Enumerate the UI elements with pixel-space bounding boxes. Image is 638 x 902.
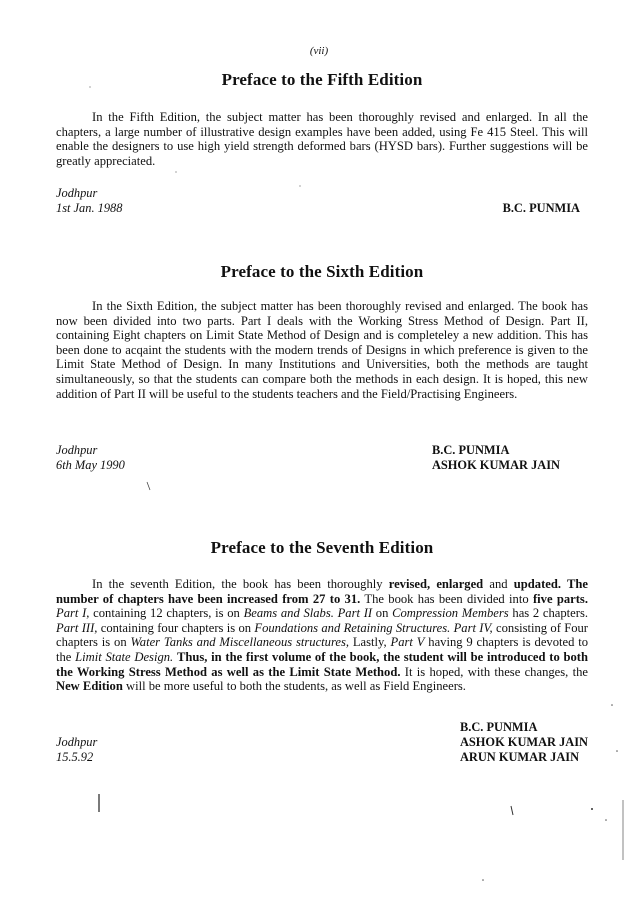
preface-fifth-body: In the Fifth Edition, the subject matter has been thoroughly revised and enlarged. In all the chapters, a large number of illustrative design examples have been added, using Fe 415 Steel. This will enable the designers to use high yield strength deformed bars (HYSD bars). Further suggestions will be greatly appreciated. <box>56 110 588 168</box>
preface-seventh-title: Preface to the Seventh Edition <box>210 538 434 557</box>
signature-place-date <box>56 443 125 473</box>
signature-date: 15.5.92 <box>56 750 94 764</box>
signature-place-date <box>56 735 97 765</box>
preface-fifth-edition <box>56 70 588 168</box>
author-name: B.C. PUNMIA <box>431 443 510 457</box>
preface-seventh-edition <box>56 538 588 694</box>
page-number: (vii) <box>309 45 329 57</box>
signature-sixth-edition <box>56 443 588 475</box>
author-name: B.C. PUNMIA <box>502 201 580 215</box>
preface-sixth-body: In the Sixth Edition, the subject matter has been thoroughly revised and enlarged. The book has now been divided into two parts. Part I deals with the Working Stress Method of Design. Part II, containing Eight chapters on Limit State Method of Design and is completeley a new addition. This has been done to acqaint the students with the modern trends of Designs in which preference is given to the Limit State Method of Design. In many Institutions and Universities, both the methods are taught simultaneously, so that the students can compare both the methods in each design. It is hoped, this new addition of Part II will be useful to the students teachers and the Field/Practising Engineers. <box>56 299 588 401</box>
signature-authors <box>460 720 588 765</box>
author-name: ARUN KUMAR JAIN <box>459 750 580 764</box>
signature-place-date <box>56 186 122 216</box>
author-name: ASHOK KUMAR JAIN <box>431 458 560 472</box>
signature-place: Jodhpur <box>56 186 98 200</box>
signature-place: Jodhpur <box>56 443 98 457</box>
author-name: ASHOK KUMAR JAIN <box>459 735 588 749</box>
preface-sixth-edition <box>56 262 588 401</box>
signature-fifth-edition <box>56 186 588 218</box>
preface-seventh-body: In the seventh Edition, the book has been thoroughly revised, enlarged and updated. The number of chapters have been increased from 27 to 31. The book has been divided into five parts. Part I, containing 12 chapters, is on Beams and Slabs. Part II on Compression Members has 2 chapters. Part III, containing four chapters is on Foundations and Retaining Structures. Part IV, consisting of Four chapters is on Water Tanks and Miscellaneous structures, Lastly, Part V having 9 chapters is devoted to the Limit State Design. Thus, in the first volume of the book, the student will be introduced to both the Working Stress Method as well as the Limit State Method. It is hoped, with these changes, the New Edition will be more useful to both the students, as well as Field Engineers. <box>56 577 589 694</box>
signature-authors <box>432 443 560 473</box>
signature-date: 6th May 1990 <box>56 458 125 472</box>
author-name: B.C. PUNMIA <box>459 720 538 734</box>
signature-authors <box>503 201 580 216</box>
signature-seventh-edition <box>56 720 588 768</box>
preface-sixth-title: Preface to the Sixth Edition <box>220 262 424 281</box>
preface-fifth-title: Preface to the Fifth Edition <box>221 70 423 89</box>
signature-date: 1st Jan. 1988 <box>56 201 123 215</box>
signature-place: Jodhpur <box>56 735 98 749</box>
